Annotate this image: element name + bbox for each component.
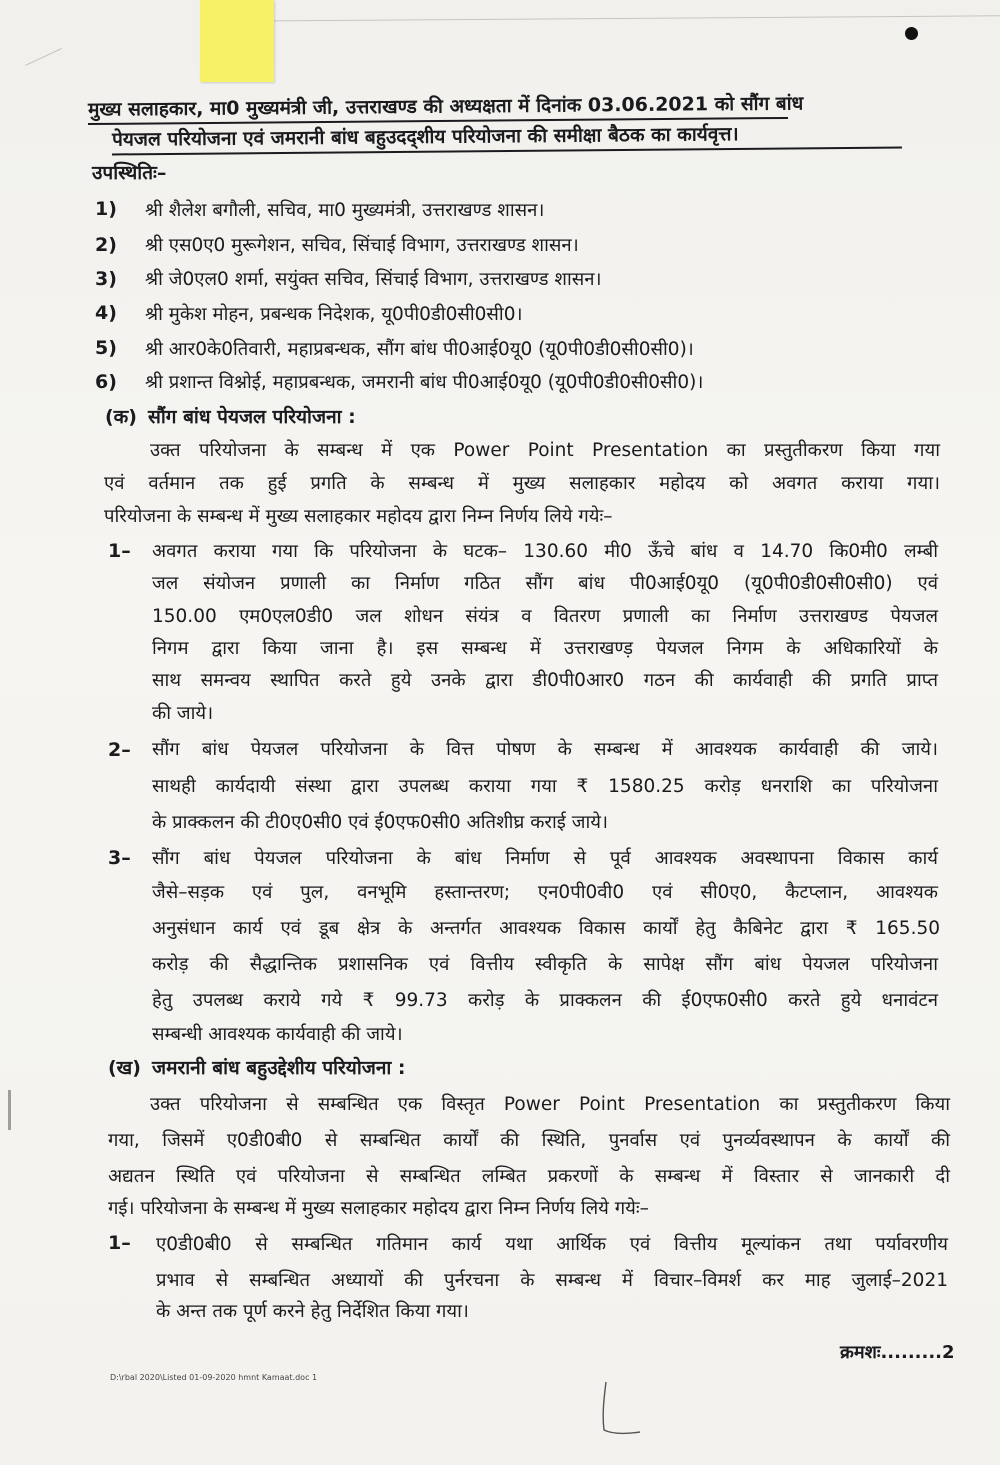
section-a-point-2-line-3: के प्राक्कलन की टी0ए0सी0 एवं ई0एफ0सी0 अतिशीघ्र कराई जाये।: [152, 812, 609, 833]
section-b-point-1-line-2: प्रभाव से सम्बन्धित अध्यायों की पुर्नरचना के सम्बन्ध में विचार–विमर्श कर माह जुलाई–2021: [156, 1270, 948, 1291]
section-a-point-3-line-6: सम्बन्धी आवश्यक कार्यवाही की जाये।: [152, 1024, 403, 1045]
section-b-point-1-number: 1–: [108, 1232, 131, 1254]
section-a-point-1-line-1: अवगत कराया गया कि परियोजना के घटक– 130.60 मी0 ऊँचे बांध व 14.70 कि0मी0 लम्बी: [152, 541, 938, 562]
section-a-point-1-line-3: 150.00 एम0एल0डी0 जल शोधन संयंत्र व वितरण प्रणाली का निर्माण उत्तराखण्ड पेयजल: [152, 606, 938, 627]
heading-line-2: पेयजल परियोजना एवं जमरानी बांध बहुउदद्शीय परियोजना की समीक्षा बैठक का कार्यवृत्त।: [111, 123, 739, 151]
section-a-point-2-line-2: साथही कार्यदायी संस्था द्वारा उपलब्ध कराया गया ₹ 1580.25 करोड़ धनराशि का परियोजना: [152, 776, 938, 797]
section-b-intro-line-4: गई। परियोजना के सम्बन्ध में मुख्य सलाहकार महोदय द्वारा निम्न निर्णय लिये गयेः–: [108, 1198, 649, 1219]
section-b-intro-line-3: अद्यतन स्थिति एवं परियोजना से सम्बन्धित लम्बित प्रकरणों के सम्बन्ध में विस्तार से जानकारी दी: [108, 1166, 950, 1187]
section-b-point-1-line-1: ए0डी0बी0 से सम्बन्धित गतिमान कार्य यथा आर्थिक एवं वित्तीय मूल्यांकन तथा पर्यावरणीय: [156, 1234, 948, 1255]
member-4-number: 4): [95, 302, 117, 324]
section-a-point-1-line-4: निगम द्वारा किया जाना है। इस सम्बन्ध में उत्तराखण्ड़ पेयजल निगम के अधिकारियों के: [152, 638, 938, 659]
section-a-label: (क): [105, 406, 137, 428]
section-a-point-3-line-3: अनुसंधान कार्य एवं डूब क्षेत्र के अन्तर्गत आवश्यक विकास कार्यों हेतु कैबिनेट द्वारा ₹ 165.50: [152, 918, 940, 939]
member-4-text: श्री मुकेश मोहन, प्रबन्धक निदेशक, यू0पी0डी0सी0सी0।: [145, 304, 523, 325]
signature-mark: [592, 1380, 652, 1440]
section-a-intro-line-3: परियोजना के सम्बन्ध में मुख्य सलाहकार महोदय द्वारा निम्न निर्णय लिये गयेः–: [104, 506, 613, 527]
section-a-point-1-line-6: की जाये।: [152, 703, 214, 724]
section-b-intro-line-2: गया, जिसमें ए0डी0बी0 से सम्बन्धित कार्यों की स्थिति, पुनर्वास एवं पुनर्व्यवस्थापन के कार्यों की: [108, 1130, 950, 1151]
section-a-point-2-line-1: सौंग बांध पेयजल परियोजना के वित्त पोषण के सम्बन्ध में आवश्यक कार्यवाही की जाये।: [152, 739, 938, 760]
member-6-text: श्री प्रशान्त विश्नोई, महाप्रबन्धक, जमरानी बांध पी0आई0यू0 (यू0पी0डी0सी0सी0)।: [145, 372, 704, 393]
section-a-intro-line-1: उक्त परियोजना के सम्बन्ध में एक Power Point Presentation का प्रस्तुतीकरण किया गया: [150, 440, 940, 461]
section-a-title: सौंग बांध पेयजल परियोजना :: [148, 406, 356, 428]
section-b-title: जमरानी बांध बहुउद्देशीय परियोजना :: [152, 1057, 406, 1079]
member-5-text: श्री आर0के0तिवारी, महाप्रबन्धक, सौंग बांध पी0आई0यू0 (यू0पी0डी0सी0सी0)।: [145, 339, 694, 360]
section-b-intro-line-1: उक्त परियोजना से सम्बन्धित एक विस्तृत Power Point Presentation का प्रस्तुतीकरण किया: [150, 1094, 950, 1115]
member-1-text: श्री शैलेश बगौली, सचिव, मा0 मुख्यमंत्री, उत्तराखण्ड शासन।: [145, 200, 545, 221]
member-5-number: 5): [95, 337, 117, 359]
member-6-number: 6): [95, 371, 117, 393]
section-b-label: (ख): [108, 1057, 141, 1079]
section-a-point-1-line-5: साथ समन्वय स्थापित करते हुये उनके द्वारा डी0पी0आर0 गठन की कार्यवाही की प्रगति प्राप्त: [152, 670, 938, 691]
section-a-intro-line-2: एवं वर्तमान तक हुई प्रगति के सम्बन्ध में मुख्य सलाहकार महोदय को अवगत कराया गया।: [104, 473, 940, 494]
continued-marker: क्रमशः.........2: [840, 1342, 955, 1363]
section-a-point-1-line-2: जल संयोजन प्रणाली का निर्माण गठित सौंग बांध पी0आई0यू0 (यू0पी0डी0सी0सी0) एवं: [152, 573, 938, 594]
section-a-point-1-number: 1–: [108, 540, 131, 562]
section-a-point-3-line-4: करोड़ की सैद्धान्तिक प्रशासनिक एवं वित्तीय स्वीकृति के सापेक्ष सौंग बांध पेयजल परियोजना: [152, 954, 938, 975]
footer-file-path: D:\rbal 2020\Listed 01-09-2020 hmnt Kamaat.doc 1: [110, 1373, 318, 1382]
section-b-point-1-line-3: के अन्त तक पूर्ण करने हेतु निर्देशित किया गया।: [156, 1301, 469, 1322]
member-3-number: 3): [95, 268, 117, 290]
member-1-number: 1): [95, 198, 117, 220]
member-2-number: 2): [95, 234, 117, 256]
member-2-text: श्री एस0ए0 मुरूगेशन, सचिव, सिंचाई विभाग, उत्तराखण्ड शासन।: [145, 235, 579, 256]
member-3-text: श्री जे0एल0 शर्मा, सयुंक्त सचिव, सिंचाई विभाग, उत्तराखण्ड शासन।: [145, 269, 602, 290]
section-a-point-3-line-2: जैसे–सड़क एवं पुल, वनभूमि हस्तान्तरण; एन0पी0वी0 एवं सी0ए0, कैटप्लान, आवश्यक: [152, 882, 938, 903]
section-a-point-2-number: 2–: [108, 739, 131, 761]
attendance-label: उपस्थितिः–: [92, 162, 167, 184]
section-a-point-3-line-5: हेतु उपलब्ध कराये गये ₹ 99.73 करोड़ के प्राक्कलन की ई0एफ0सी0 करते हुये धनावंटन: [152, 990, 938, 1011]
heading-line-1: मुख्य सलाहकार, मा0 मुख्यमंत्री जी, उत्तराखण्ड की अध्यक्षता में दिनांक 03.06.2021 को सौंग बांध: [87, 92, 804, 121]
section-a-point-3-number: 3–: [108, 847, 131, 869]
section-a-point-3-line-1: सौंग बांध पेयजल परियोजना के बांध निर्माण से पूर्व आवश्यक अवस्थापना विकास कार्य: [152, 848, 938, 869]
